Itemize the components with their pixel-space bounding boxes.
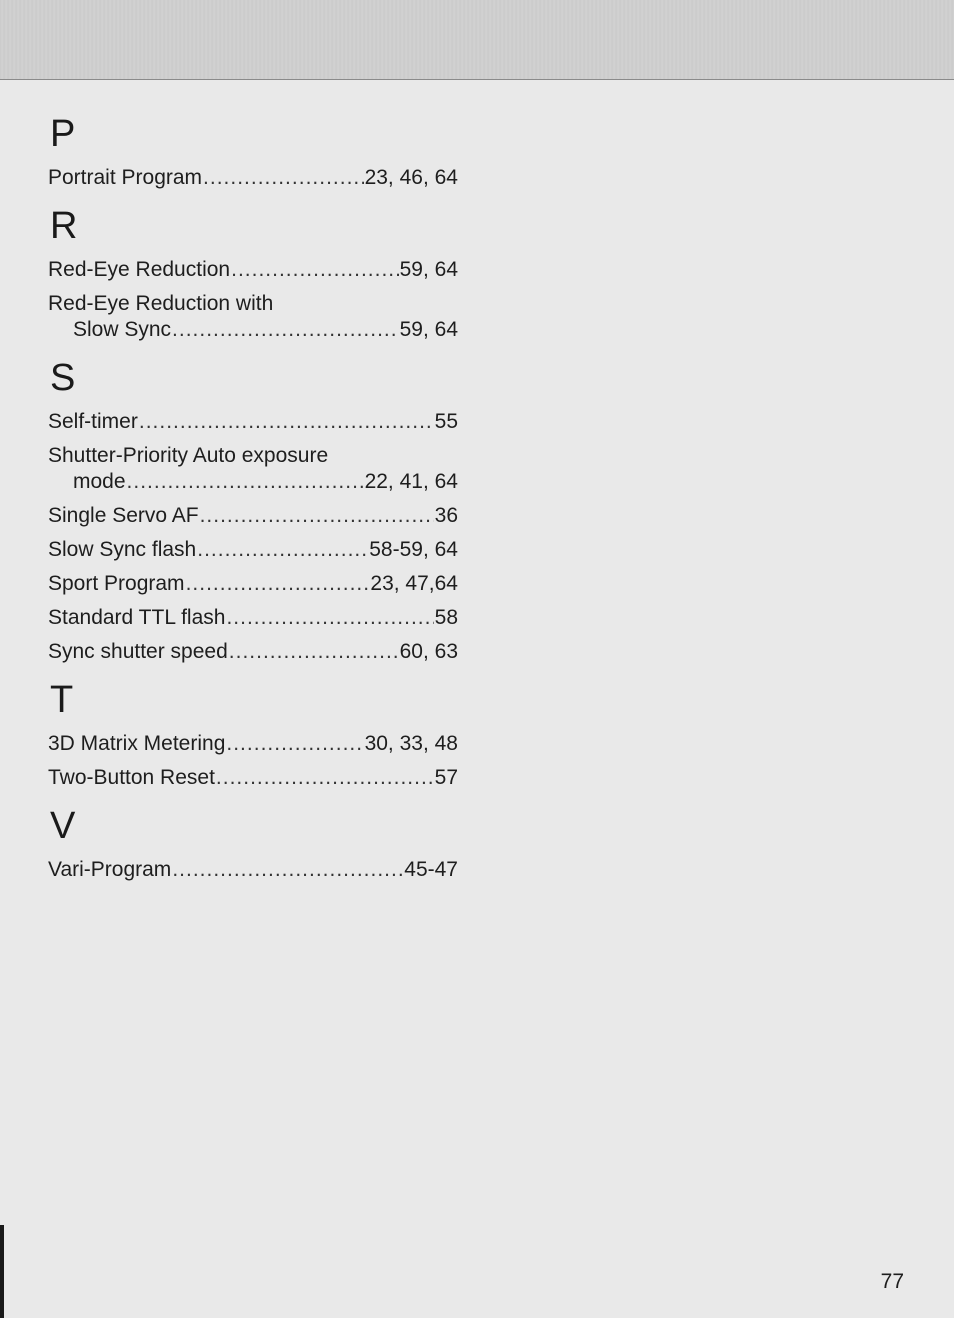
- entry-pages: 45-47: [404, 858, 458, 881]
- index-entry: [48, 443, 458, 495]
- index-entry: [48, 571, 458, 597]
- entry-pages: 59, 64: [399, 318, 458, 341]
- dot-leader: [200, 503, 434, 529]
- dot-leader: [172, 317, 399, 343]
- index-section-v: [48, 807, 458, 883]
- entry-pages: 57: [434, 766, 458, 789]
- index-section-t: [48, 681, 458, 791]
- dot-leader: [229, 639, 399, 665]
- dot-leader: [139, 409, 434, 435]
- entry-pages: 58: [434, 606, 458, 629]
- entry-term-continuation: mode: [73, 470, 126, 493]
- entry-pages: 58-59, 64: [369, 538, 458, 561]
- page-number: 77: [880, 1270, 904, 1293]
- index-section-r: [48, 207, 458, 343]
- section-letter: R: [50, 205, 78, 247]
- entry-term: Red-Eye Reduction: [48, 258, 231, 281]
- index-entry: [48, 857, 458, 883]
- dot-leader: [197, 537, 368, 563]
- dot-leader: [186, 571, 370, 597]
- entry-term: Red-Eye Reduction with: [48, 292, 274, 315]
- entry-pages: 36: [434, 504, 458, 527]
- dot-leader: [172, 857, 403, 883]
- page-edge-shadow: [0, 1225, 4, 1318]
- index-section-s: [48, 359, 458, 665]
- index-column: [48, 115, 458, 899]
- index-entry: [48, 409, 458, 435]
- dot-leader: [203, 165, 364, 191]
- entry-pages: 23, 46, 64: [364, 166, 458, 189]
- entry-term: Standard TTL flash: [48, 606, 226, 629]
- top-band: [0, 0, 954, 80]
- entry-term: 3D Matrix Metering: [48, 732, 226, 755]
- entry-term: Slow Sync flash: [48, 538, 197, 561]
- entry-term: Shutter-Priority Auto exposure: [48, 444, 329, 467]
- entry-term: Sport Program: [48, 572, 185, 595]
- entry-term: Portrait Program: [48, 166, 203, 189]
- dot-leader: [216, 765, 434, 791]
- dot-leader: [127, 469, 364, 495]
- index-entry: [48, 605, 458, 631]
- dot-leader: [226, 605, 433, 631]
- index-entry: [48, 765, 458, 791]
- entry-pages: 55: [434, 410, 458, 433]
- entry-term: Sync shutter speed: [48, 640, 228, 663]
- index-entry: [48, 537, 458, 563]
- index-entry: [48, 731, 458, 757]
- section-letter: V: [50, 805, 76, 847]
- entry-pages: 30, 33, 48: [364, 732, 458, 755]
- index-entry: [48, 291, 458, 343]
- section-letter: S: [50, 357, 76, 399]
- entry-pages: 59, 64: [399, 258, 458, 281]
- entry-pages: 22, 41, 64: [364, 470, 458, 493]
- index-entry: [48, 257, 458, 283]
- entry-pages: 23, 47,64: [370, 572, 458, 595]
- section-letter: T: [50, 679, 74, 721]
- section-letter: P: [50, 113, 76, 155]
- entry-term-continuation: Slow Sync: [73, 318, 172, 341]
- index-entry: [48, 165, 458, 191]
- index-entry: [48, 503, 458, 529]
- entry-term: Self-timer: [48, 410, 138, 433]
- entry-term: Single Servo AF: [48, 504, 199, 527]
- entry-term: Two-Button Reset: [48, 766, 215, 789]
- index-entry: [48, 639, 458, 665]
- dot-leader: [231, 257, 399, 283]
- dot-leader: [226, 731, 363, 757]
- entry-pages: 60, 63: [399, 640, 458, 663]
- entry-term: Vari-Program: [48, 858, 172, 881]
- index-section-p: [48, 115, 458, 191]
